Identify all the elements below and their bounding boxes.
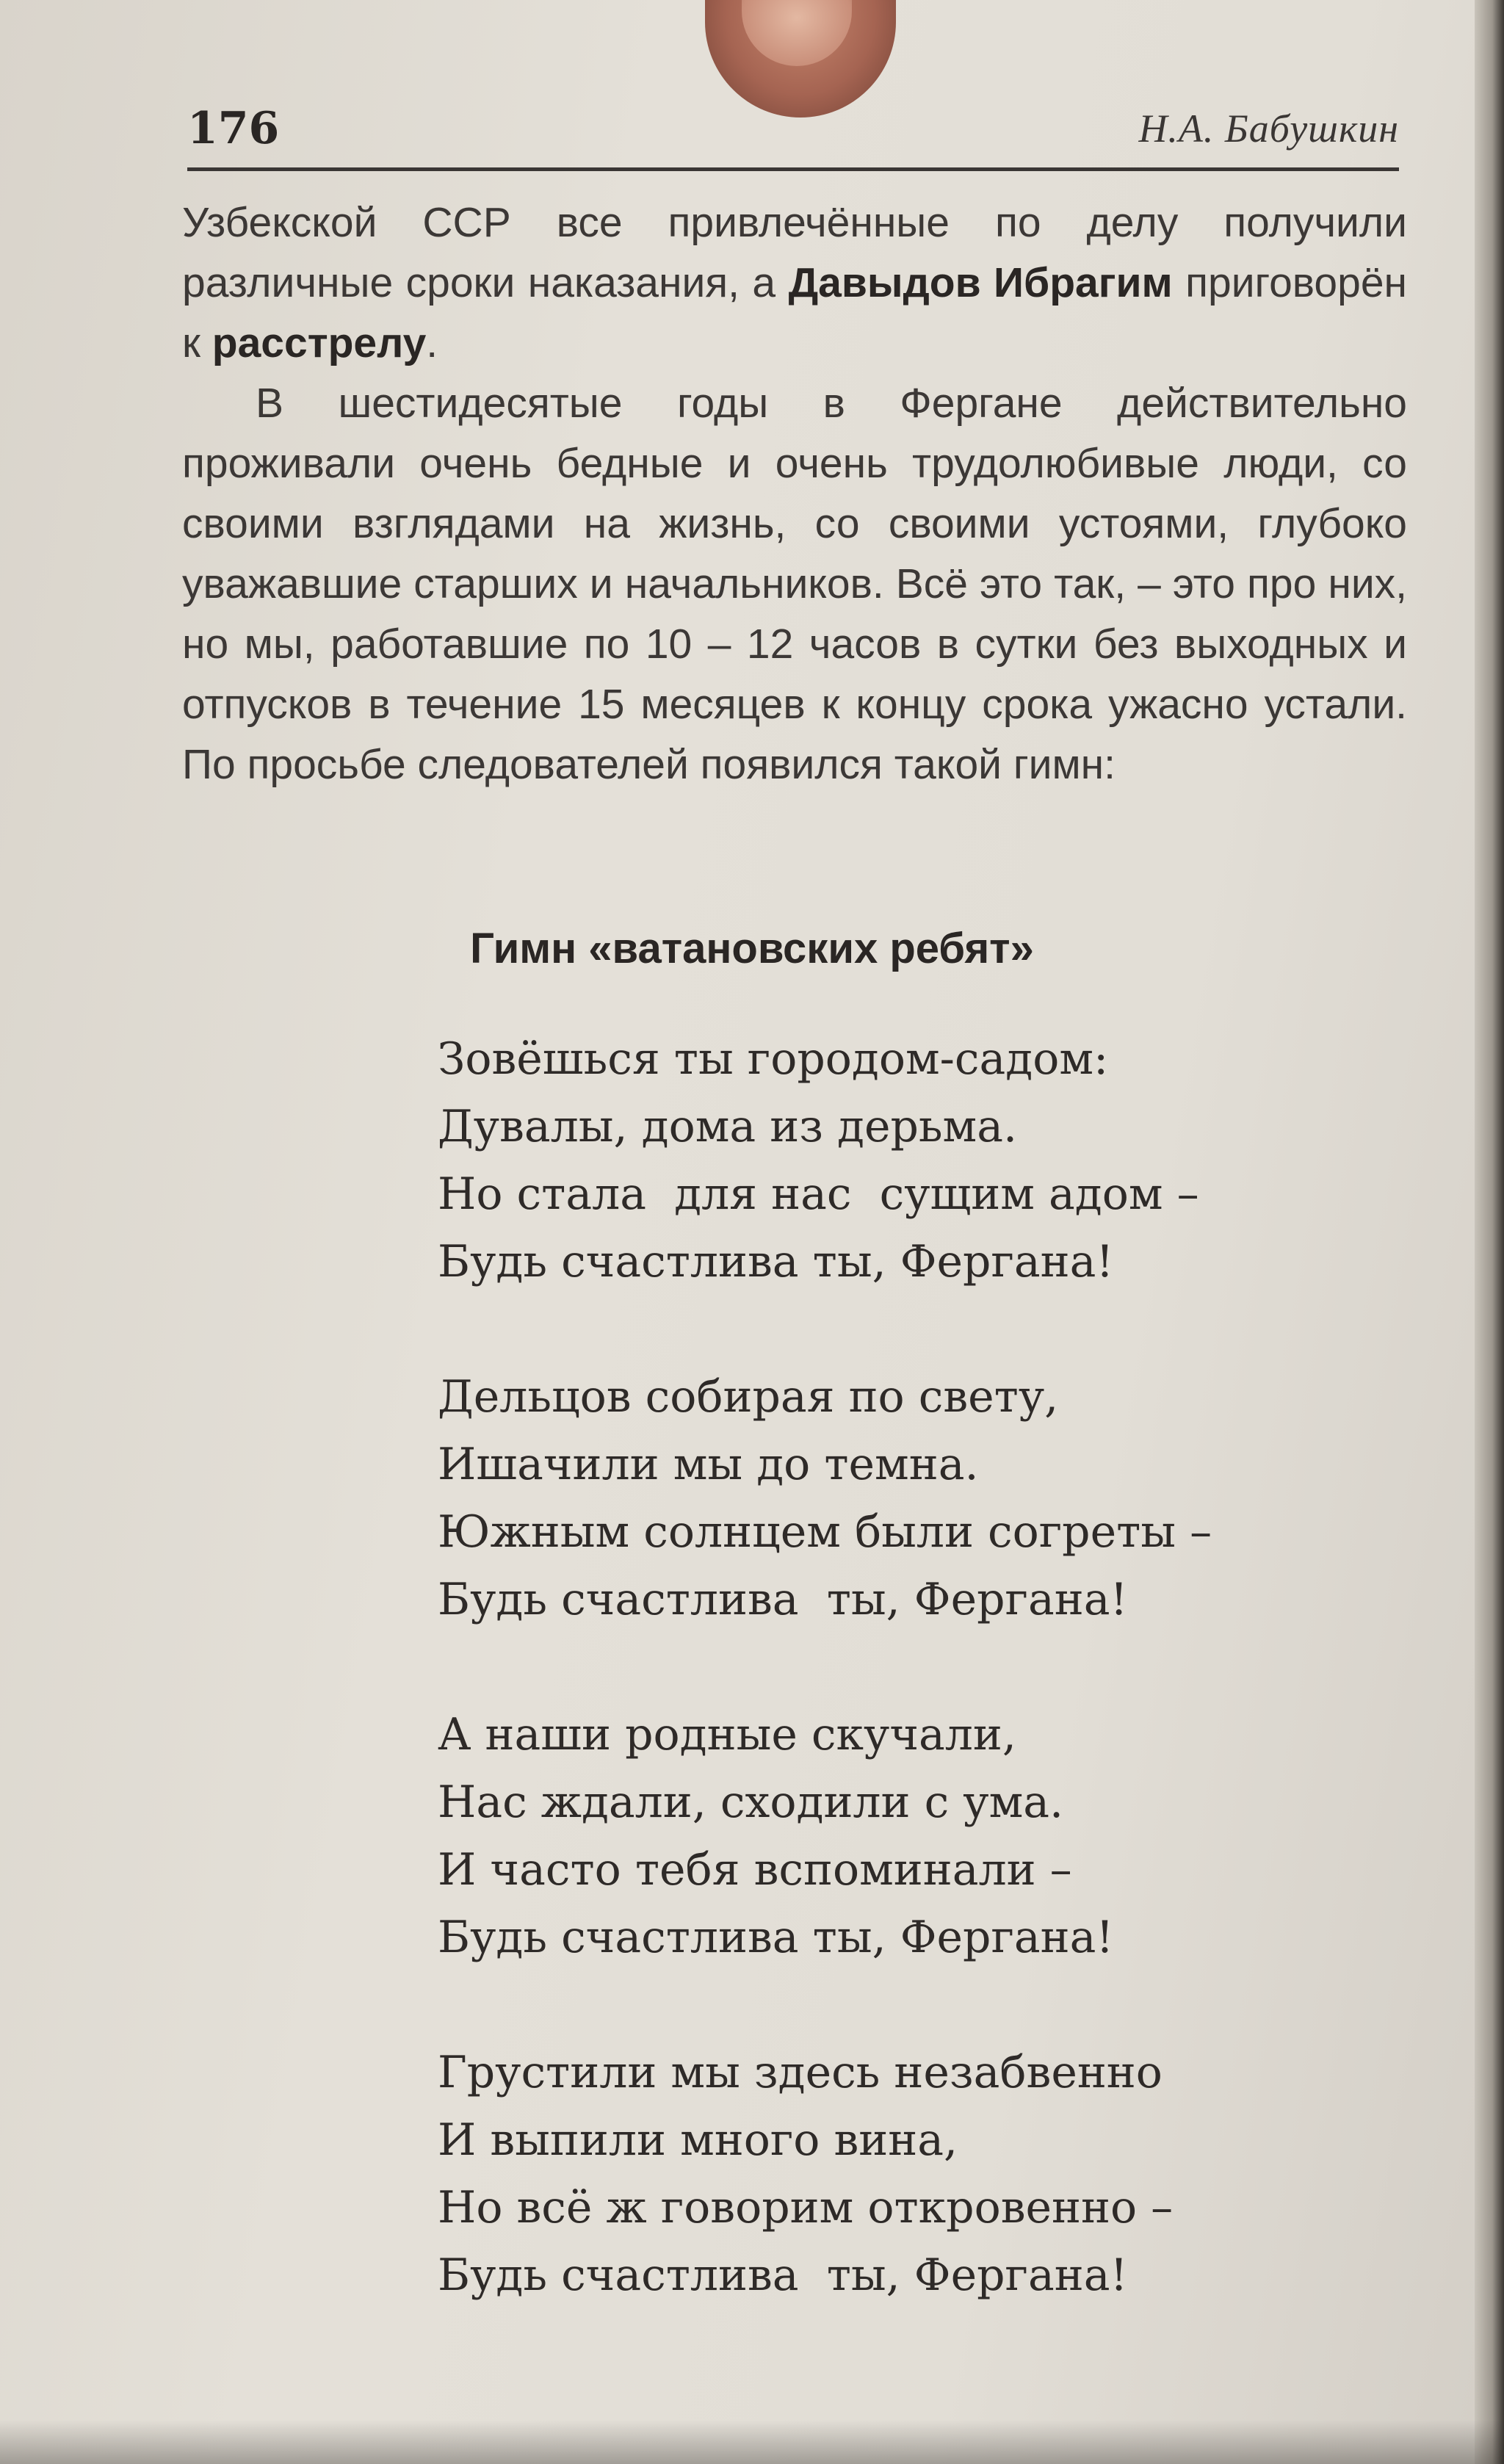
poem-line: Будь счастлива ты, Фергана! xyxy=(438,2250,1128,2301)
poem-line: Но стала для нас сущим адом – xyxy=(438,1168,1199,1220)
poem-line: Будь счастлива ты, Фергана! xyxy=(438,1574,1128,1625)
stanza-2 xyxy=(438,1363,1392,1633)
header-rule xyxy=(187,167,1399,171)
poem-line: Дувалы, дома из дерьма. xyxy=(438,1101,1018,1152)
poem-line: Южным солнцем были согреты – xyxy=(438,1506,1212,1558)
poem xyxy=(438,1025,1392,2309)
poem-line: Но всё ж говорим откровенно – xyxy=(438,2182,1174,2233)
running-header xyxy=(187,103,1399,162)
poem-line: Дельцов собирая по свету, xyxy=(438,1371,1059,1423)
bold-name: Давыдов Ибрагим xyxy=(788,259,1173,306)
poem-line: Грустили мы здесь незабвенно xyxy=(438,2047,1163,2098)
poem-line: И выпили много вина, xyxy=(438,2114,958,2166)
poem-line: А наши родные скучали, xyxy=(438,1709,1016,1760)
page-edge xyxy=(1475,0,1504,2464)
poem-title: Гимн «ватановских ребят» xyxy=(470,925,1034,972)
body-text xyxy=(182,192,1407,795)
poem-line: Зовёшься ты городом-садом: xyxy=(438,1033,1109,1085)
paragraph-1: Узбекской ССР все привлечённые по делу получили различные сроки наказания, а Давыдов Ибрагим приговорён к расстрелу. xyxy=(182,199,1407,366)
paragraph-2: В шестидесятые годы в Фергане действительно проживали очень бедные и очень трудолюбивые люди, со своими взглядами на жизнь, со своими устоями, глубоко уважавшие старших и начальников. Всё это так, – это про них, но мы, работавшие по 10 – 12 часов в сутки без выходных и отпусков в течение 15 месяцев к концу срока ужасно устали. По просьбе следователей появился такой гимн: xyxy=(182,380,1407,788)
bottom-shadow xyxy=(0,2420,1504,2464)
stanza-4 xyxy=(438,2039,1392,2309)
poem-line: Нас ждали, сходили с ума. xyxy=(438,1777,1064,1828)
page-number: 176 xyxy=(187,103,280,154)
poem-line: Будь счастлива ты, Фергана! xyxy=(438,1912,1114,1963)
running-author: Н.А. Бабушкин xyxy=(1138,106,1399,151)
poem-line: Ишачили мы до темна. xyxy=(438,1439,979,1490)
bold-sentence: расстрелу xyxy=(212,319,427,366)
stanza-3 xyxy=(438,1701,1392,1971)
stanza-1 xyxy=(438,1025,1392,1296)
poem-line: И часто тебя вспоминали – xyxy=(438,1844,1072,1896)
poem-line: Будь счастлива ты, Фергана! xyxy=(438,1236,1114,1287)
